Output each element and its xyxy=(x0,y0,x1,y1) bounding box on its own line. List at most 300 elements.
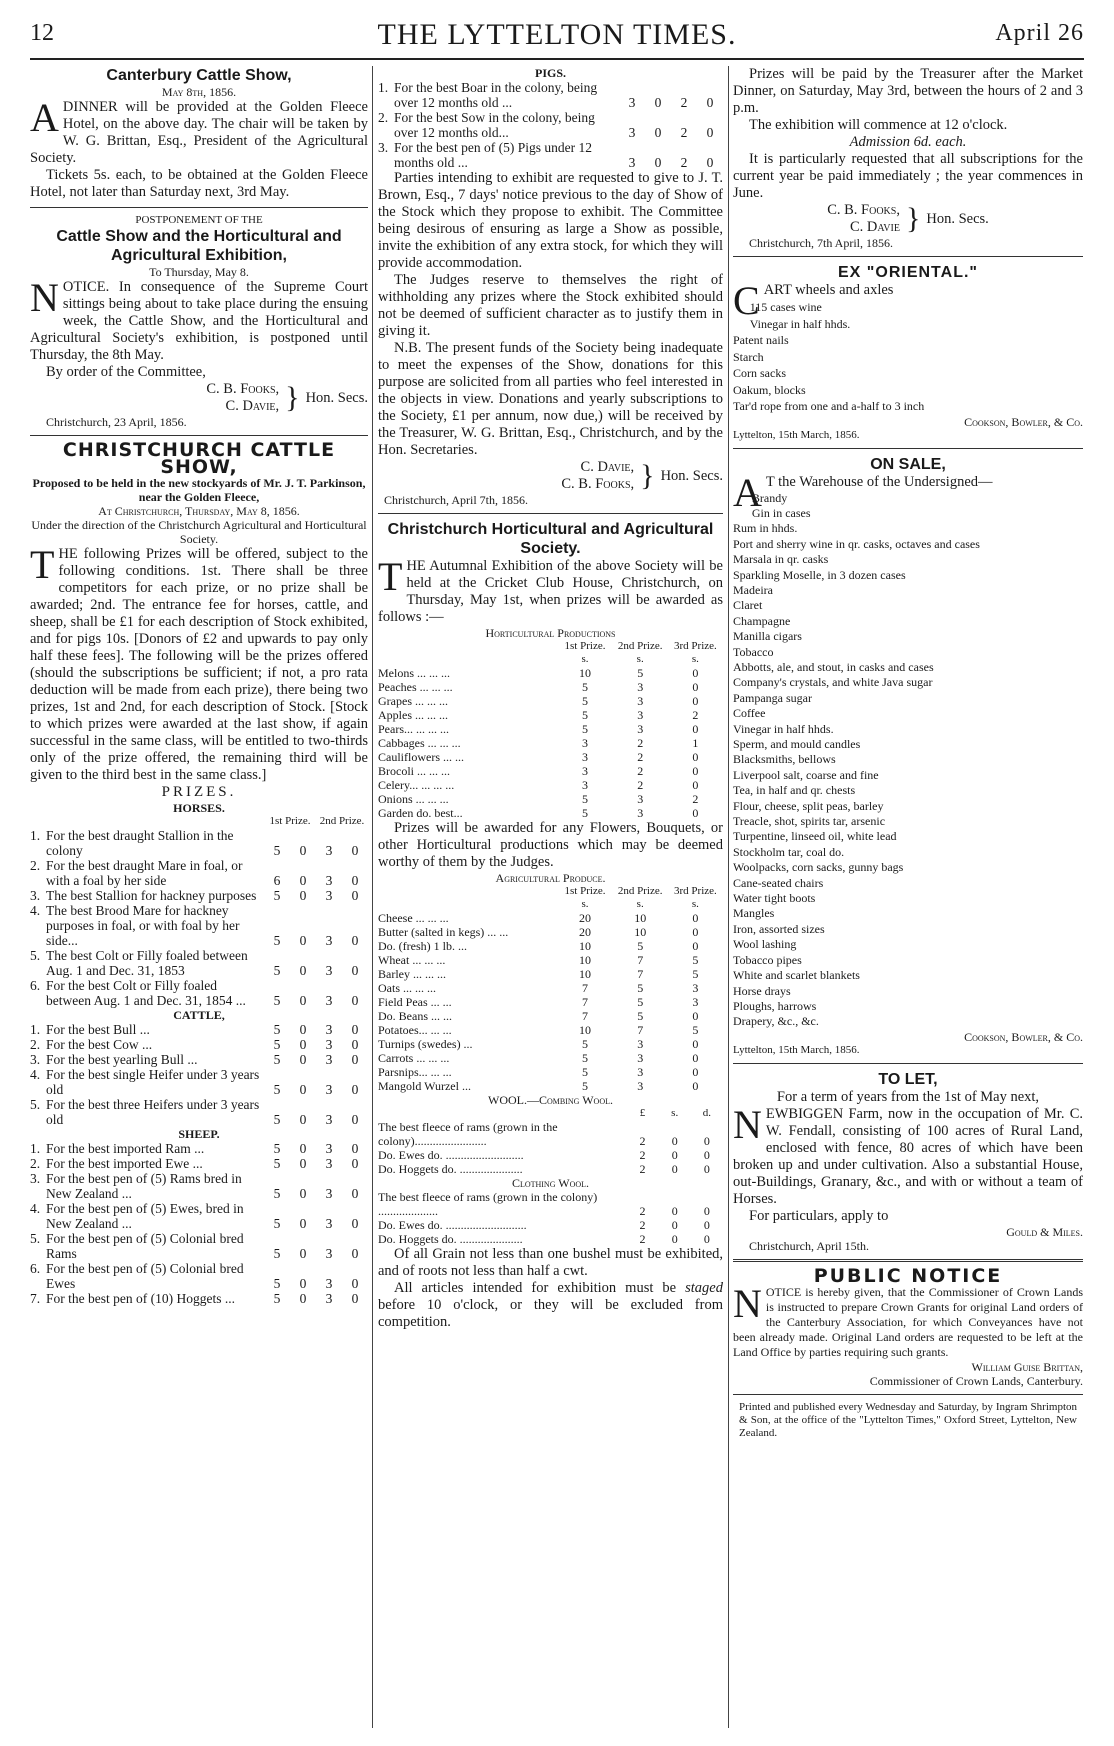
prize-amount: 0 xyxy=(351,1052,359,1067)
prize-amount: 7 xyxy=(581,995,588,1009)
prize-amount: 0 xyxy=(351,1291,359,1306)
list-item: Vinegar in half hhds. xyxy=(733,721,834,736)
item-number: 6. xyxy=(30,978,41,993)
ad-term: For a term of years from the 1st of May next, xyxy=(776,1088,1040,1105)
table-row xyxy=(30,1231,368,1261)
prize-amount: 0 xyxy=(299,963,307,978)
prize-amount: 3 xyxy=(637,1065,644,1079)
column-divider xyxy=(728,66,729,1728)
prize-amount: 0 xyxy=(671,1162,678,1176)
prize-amount: 0 xyxy=(299,873,307,888)
table-body xyxy=(30,1022,368,1127)
ad-signature: Gould & Miles. xyxy=(1006,1224,1083,1239)
prize-amount: 3 xyxy=(637,1079,644,1093)
item-list xyxy=(733,491,1083,1030)
prize-amount: 5 xyxy=(273,1186,281,1201)
paragraph: It is particularly requested that all subscriptions for the current year be paid immediately ; the year commences in June. xyxy=(733,151,1083,201)
prize-amount: 0 xyxy=(671,1148,678,1162)
list-item: Manilla cigars xyxy=(733,629,802,644)
column-header: 3rd Prize. xyxy=(674,640,717,652)
prize-amount: 1 xyxy=(692,736,699,750)
item-description: Cabbages ... ... ... xyxy=(378,736,461,750)
prize-amount: 3 xyxy=(637,708,644,722)
prize-amount: 2 xyxy=(637,736,644,750)
prize-amount: 3 xyxy=(637,694,644,708)
item-number: 3. xyxy=(30,1171,41,1186)
prize-amount: 5 xyxy=(581,708,588,722)
place-date: Christchurch, 7th April, 1856. xyxy=(749,236,893,250)
list-item: 115 cases wine xyxy=(749,300,822,314)
table-row xyxy=(378,939,723,953)
item-description: For the best pen of (5) Colonial bred Ewes xyxy=(46,1261,244,1291)
ad-date: At Christchurch, Thursday, May 8, 1856. xyxy=(98,504,300,518)
paragraph: The Judges reserve to themselves the right of withholding any prizes where the Stock exhibited should not be deemed of sufficient character as to justify them in giving it. xyxy=(378,272,723,339)
prize-amount: 0 xyxy=(692,806,699,820)
notice-heading: PUBLIC NOTICE xyxy=(813,1264,1003,1287)
list-item: Tea, in half and qr. chests xyxy=(733,783,856,798)
prize-amount: 5 xyxy=(581,806,588,820)
prize-amount: 20 xyxy=(578,911,591,925)
prize-amount: 3 xyxy=(325,1216,333,1231)
item-description: For the best Colt or Filly foaled between Aug. 1 and Dec. 31, 1854 ... xyxy=(46,978,246,1008)
item-list xyxy=(733,299,1083,415)
prize-amount: 0 xyxy=(351,873,359,888)
prize-amount: 5 xyxy=(273,963,281,978)
prize-amount: 20 xyxy=(578,925,591,939)
table-row xyxy=(378,1232,723,1246)
prize-amount: 3 xyxy=(325,873,333,888)
ad-subheading: Proposed to be held in the new stockyards of Mr. J. T. Parkinson, near the Golden Fleece, xyxy=(32,476,366,504)
prize-amount: 3 xyxy=(581,764,588,778)
horses-prize-table xyxy=(30,815,368,1008)
column-1 xyxy=(30,66,368,1306)
table-row xyxy=(378,1120,723,1148)
item-description: Onions ... ... ... xyxy=(378,792,449,806)
page-number: 12 xyxy=(30,20,54,46)
prize-amount: 5 xyxy=(273,993,281,1008)
item-number: 2. xyxy=(378,110,389,125)
paragraph: The exhibition will commence at 12 o'clock. xyxy=(749,117,1008,133)
paragraph: Prizes will be awarded for any Flowers, Bouquets, or other Horticultural productions which may be deemed worthy of them by the Judges. xyxy=(378,820,723,870)
prize-amount: 2 xyxy=(680,95,688,110)
column-header: 3rd Prize. xyxy=(674,885,717,897)
table-row xyxy=(378,778,723,792)
notice-role: Commissioner of Crown Lands, Canterbury. xyxy=(869,1373,1083,1388)
item-description: Do. Beans ... ... xyxy=(378,1009,452,1023)
prize-amount: 0 xyxy=(351,993,359,1008)
masthead xyxy=(30,18,1084,60)
table-row xyxy=(30,828,368,858)
list-item: Horse drays xyxy=(733,983,791,998)
prize-amount: 0 xyxy=(703,1232,710,1246)
item-number: 4. xyxy=(30,1201,41,1216)
signature: C. B. Fooks, xyxy=(561,476,635,492)
ad-body: EWBIGGEN Farm, now in the occupation of Mr. C. W. Fendall, consisting of 100 acres of Rural Land, enclosed with fence, 80 acres of which have been broken up and under cultivation. Also a substantial House, out-Buildings, Granary, &c., and with or without a team of Horses. xyxy=(733,1105,1083,1207)
prize-amount: 5 xyxy=(581,1065,588,1079)
clothing-wool-table xyxy=(378,1190,723,1246)
item-description: Mangold Wurzel ... xyxy=(378,1079,471,1093)
table-row xyxy=(30,1141,368,1156)
table-body xyxy=(378,666,723,820)
table-title: Clothing Wool. xyxy=(511,1176,590,1190)
item-description: Wheat ... ... ... xyxy=(378,953,446,967)
table-row xyxy=(378,722,723,736)
drop-cap: N xyxy=(733,1280,762,1326)
prize-amount: 0 xyxy=(692,1037,699,1051)
item-description: Do. Ewes do. ........................... xyxy=(378,1218,527,1232)
unit-label: s. xyxy=(581,898,589,910)
list-item: Treacle, shot, spirits tar, arsenic xyxy=(733,814,886,829)
table-row xyxy=(30,1022,368,1037)
item-number: 6. xyxy=(30,1261,41,1276)
item-number: 3. xyxy=(30,888,41,903)
item-number: 1. xyxy=(30,1141,41,1156)
prize-amount: 10 xyxy=(634,911,647,925)
table-row xyxy=(378,708,723,722)
prize-amount: 0 xyxy=(703,1204,710,1218)
item-description: Field Peas ... ... xyxy=(378,995,452,1009)
prize-amount: 0 xyxy=(299,1156,307,1171)
item-description: Pears... ... ... ... xyxy=(378,722,449,736)
list-item: Sparkling Moselle, in 3 dozen cases xyxy=(733,567,906,582)
prize-amount: 0 xyxy=(692,939,699,953)
table-body xyxy=(378,80,723,170)
prize-amount: 7 xyxy=(637,953,644,967)
prize-amount: 0 xyxy=(351,888,359,903)
item-number: 5. xyxy=(30,948,41,963)
ad-heading: TO LET, xyxy=(878,1070,938,1088)
prize-amount: 5 xyxy=(637,981,644,995)
ad-heading: ON SALE, xyxy=(870,455,946,473)
signature: C. Davie, xyxy=(225,398,280,414)
notice-body: OTICE is hereby given, that the Commissioner of Crown Lands is instructed to prepare Crown Grants for original Land orders of the Canterbury Association, for which Conveyances have not been already made. Original Land orders are requested to be left at the Land Office by parties requiring such grants. xyxy=(733,1284,1083,1359)
prize-amount: 3 xyxy=(637,680,644,694)
prize-amount: 10 xyxy=(578,1023,591,1037)
table-header xyxy=(378,1107,723,1120)
prize-amount: 5 xyxy=(637,939,644,953)
item-description: Do. Ewes do. .......................... xyxy=(378,1148,524,1162)
item-number: 1. xyxy=(30,1022,41,1037)
prize-amount: 3 xyxy=(325,843,333,858)
item-description: Turnips (swedes) ... xyxy=(378,1037,473,1051)
list-item: Port and sherry wine in qr. casks, octaves and cases xyxy=(733,536,980,551)
prize-amount: 5 xyxy=(273,1022,281,1037)
prize-amount: 0 xyxy=(671,1204,678,1218)
signature: C. B. Fooks, xyxy=(827,202,900,218)
prize-amount: 5 xyxy=(273,1052,281,1067)
section-intro: HE Autumnal Exhibition of the above Society will be held at the Cricket Club House, Christchurch, on Thursday, May 1st, when prizes will be awarded as follows :— xyxy=(378,558,723,625)
table-row xyxy=(378,694,723,708)
item-number: 2. xyxy=(30,1037,41,1052)
notice-date: To Thursday, May 8. xyxy=(149,265,249,279)
prizes-heading: PRIZES. xyxy=(161,784,237,800)
prize-amount: 2 xyxy=(639,1218,646,1232)
prize-amount: 0 xyxy=(351,1141,359,1156)
item-description: For the best draught Mare in foal, or with a foal by her side xyxy=(46,858,243,888)
prize-amount: 3 xyxy=(325,1186,333,1201)
prize-amount: 5 xyxy=(273,1141,281,1156)
prize-amount: 10 xyxy=(578,953,591,967)
item-number: 2. xyxy=(30,858,41,873)
divider xyxy=(378,513,723,514)
prize-amount: 5 xyxy=(273,1216,281,1231)
table-row xyxy=(378,911,723,925)
prize-amount: 2 xyxy=(637,750,644,764)
prize-amount: 0 xyxy=(299,1141,307,1156)
list-item: Blacksmiths, bellows xyxy=(733,752,836,767)
oriental-ad xyxy=(733,263,1083,442)
prize-amount: 5 xyxy=(637,666,644,680)
item-number: 4. xyxy=(30,1067,41,1082)
paragraph: Prizes will be paid by the Treasurer after the Market Dinner, on Saturday, May 3rd, between the hours of 2 and 3 p.m. xyxy=(733,66,1083,116)
sheep-prize-table xyxy=(30,1141,368,1306)
wool-prize-table xyxy=(378,1107,723,1176)
divider xyxy=(733,1394,1083,1395)
table-row xyxy=(30,948,368,978)
column-header: d. xyxy=(702,1107,712,1119)
signature: C. Davie xyxy=(849,219,900,235)
item-description: Celery... ... ... ... xyxy=(378,778,455,792)
unit-label: s. xyxy=(691,653,699,665)
prize-amount: 0 xyxy=(351,1082,359,1097)
prize-amount: 3 xyxy=(325,1037,333,1052)
prize-amount: 3 xyxy=(637,792,644,806)
item-number: 4. xyxy=(30,903,41,918)
item-description: Grapes ... ... ... xyxy=(378,694,448,708)
list-item: Gin in cases xyxy=(751,505,811,520)
paragraph xyxy=(378,1280,723,1331)
cattle-show-ad xyxy=(30,439,368,1306)
signature-block xyxy=(733,202,1083,236)
prize-amount: 3 xyxy=(325,963,333,978)
divider xyxy=(30,435,368,436)
item-description: Cauliflowers ... ... xyxy=(378,750,464,764)
drop-cap: C xyxy=(733,278,760,323)
drop-cap: T xyxy=(378,554,403,599)
prize-amount: 3 xyxy=(325,1022,333,1037)
item-number: 1. xyxy=(378,80,389,95)
ad-signature: Cookson, Bowler, & Co. xyxy=(964,414,1083,429)
drop-cap: N xyxy=(30,275,59,320)
prize-amount: 0 xyxy=(692,778,699,792)
table-row xyxy=(378,140,723,170)
table-row xyxy=(378,1079,723,1093)
table-row xyxy=(30,1261,368,1291)
table-row xyxy=(30,1067,368,1097)
item-description: For the best Boar in the colony, being over 12 months old ... xyxy=(394,80,598,110)
table-row xyxy=(30,1156,368,1171)
drop-cap: T xyxy=(30,542,55,587)
first-item: ART wheels and axles xyxy=(763,282,894,298)
prize-amount: 0 xyxy=(692,1051,699,1065)
item-number: 5. xyxy=(30,1097,41,1112)
prize-amount: 3 xyxy=(692,981,699,995)
item-description: Apples ... ... ... xyxy=(378,708,448,722)
column-header: 2nd Prize. xyxy=(617,885,663,897)
item-description: For the best Cow ... xyxy=(46,1037,153,1052)
table-row xyxy=(30,1037,368,1052)
signature: C. Davie, xyxy=(580,459,635,475)
prize-amount: 0 xyxy=(692,722,699,736)
cattle-prize-table xyxy=(30,1022,368,1127)
item-description: Melons ... ... ... xyxy=(378,666,450,680)
prize-amount: 5 xyxy=(273,1037,281,1052)
first-item: T the Warehouse of the Undersigned— xyxy=(765,473,993,490)
prize-amount: 7 xyxy=(581,981,588,995)
prize-amount: 0 xyxy=(671,1232,678,1246)
item-description: Brocoli ... ... ... xyxy=(378,764,450,778)
table-row xyxy=(378,1218,723,1232)
item-description: Parsnips... ... ... xyxy=(378,1065,452,1079)
list-item: Tobacco xyxy=(733,644,774,659)
prize-amount: 2 xyxy=(637,764,644,778)
prize-amount: 5 xyxy=(692,953,699,967)
column-divider xyxy=(372,66,373,1728)
notice-kicker: POSTPONEMENT OF THE xyxy=(135,214,263,226)
prize-amount: 0 xyxy=(351,1022,359,1037)
item-description: For the best pen of (5) Colonial bred Rams xyxy=(46,1231,244,1261)
ad-heading: Canterbury Cattle Show, xyxy=(106,67,292,84)
column-header: 1st Prize. xyxy=(269,815,311,827)
item-description: Garden do. best... xyxy=(378,806,463,820)
table-title: WOOL.—Combing Wool. xyxy=(488,1093,613,1107)
prize-amount: 0 xyxy=(671,1134,678,1148)
prize-amount: 6 xyxy=(273,873,281,888)
signature-role: Hon. Secs. xyxy=(926,210,989,227)
table-title: Agricultural Produce. xyxy=(495,871,606,885)
table-body xyxy=(30,1141,368,1306)
prize-amount: 5 xyxy=(581,1079,588,1093)
prize-amount: 0 xyxy=(351,1276,359,1291)
item-description: For the best Bull ... xyxy=(46,1022,150,1037)
divider xyxy=(733,256,1083,257)
notice-order: By order of the Committee, xyxy=(46,364,206,380)
table-row xyxy=(378,1009,723,1023)
prize-amount: 3 xyxy=(325,993,333,1008)
item-description: The best fleece of rams (grown in the colony)........................ xyxy=(378,1120,558,1148)
list-item: Abbotts, ale, and stout, in casks and cases xyxy=(733,659,934,674)
prize-amount: 2 xyxy=(639,1148,646,1162)
column-header: 2nd Prize. xyxy=(617,640,663,652)
prize-amount: 2 xyxy=(639,1134,646,1148)
list-item: Iron, assorted sizes xyxy=(733,921,825,936)
brace-glyph: } xyxy=(640,459,655,492)
prize-amount: 7 xyxy=(581,1009,588,1023)
admission-price: Admission 6d. each. xyxy=(849,134,967,150)
table-row xyxy=(378,1162,723,1176)
prize-amount: 0 xyxy=(692,694,699,708)
paragraph: Of all Grain not less than one bushel must be exhibited, and of roots not less than half a cwt. xyxy=(378,1246,723,1279)
prize-amount: 3 xyxy=(628,125,636,140)
table-row xyxy=(378,666,723,680)
prize-amount: 3 xyxy=(581,750,588,764)
ad-date: Lyttelton, 15th March, 1856. xyxy=(733,428,860,441)
pigs-heading: PIGS. xyxy=(534,66,566,80)
item-description: The best Stallion for hackney purposes xyxy=(46,888,257,903)
prize-amount: 7 xyxy=(637,967,644,981)
prize-amount: 0 xyxy=(654,155,662,170)
table-row xyxy=(378,792,723,806)
prize-amount: 3 xyxy=(325,888,333,903)
table-body xyxy=(378,1120,723,1176)
item-description: Do. Hoggets do. ..................... xyxy=(378,1232,523,1246)
ad-date: May 8th, 1856. xyxy=(161,85,237,99)
prize-amount: 5 xyxy=(581,722,588,736)
pigs-prize-table xyxy=(378,80,723,170)
ad-apply: For particulars, apply to xyxy=(749,1207,889,1224)
newspaper-title: THE LYTTELTON TIMES. xyxy=(377,18,737,51)
list-item: Drapery, &c., &c. xyxy=(733,1014,819,1029)
list-item: Wool lashing xyxy=(733,937,797,952)
prize-amount: 2 xyxy=(680,155,688,170)
prize-amount: 0 xyxy=(703,1148,710,1162)
list-item: Stockholm tar, coal do. xyxy=(733,844,845,859)
item-number: 7. xyxy=(30,1291,41,1306)
prize-amount: 5 xyxy=(637,1009,644,1023)
prize-amount: 3 xyxy=(637,1037,644,1051)
prize-amount: 0 xyxy=(692,1079,699,1093)
table-row xyxy=(378,925,723,939)
item-description: For the best pen of (5) Pigs under 12 months old ... xyxy=(394,140,592,170)
prize-amount: 0 xyxy=(351,963,359,978)
column-header: 1st Prize. xyxy=(564,640,606,652)
prize-amount: 0 xyxy=(351,1246,359,1261)
ad-body: HE following Prizes will be offered, subject to the following conditions. 1st. There shall be three competitors for each prize, or no prize shall be awarded; 2nd. The entrance fee for horses, cattle, and sheep, shall be £1 for each description of Stock exhibited, and for pigs 10s. [Donors of £2 and upwards to pay only half these fees]. The following will be the prizes offered (should the subscriptions be sufficient; if not, a pro rata deduction will be made from each prize), there being two prizes, 1st and 2nd, for each description of Stock. [Stock to which prizes were awarded at the last show, if again successful in the same class, will be entitled to two-thirds only of the prize offered, the remaining third will be given to the third best in the same class.] xyxy=(30,546,368,783)
table-row xyxy=(378,1037,723,1051)
item-number: 5. xyxy=(30,1231,41,1246)
divider xyxy=(30,207,368,208)
prize-amount: 0 xyxy=(692,680,699,694)
item-description: For the best imported Ewe ... xyxy=(46,1156,203,1171)
prize-amount: 0 xyxy=(351,843,359,858)
column-header: 1st Prize. xyxy=(564,885,606,897)
item-description: Potatoes... ... ... xyxy=(378,1023,452,1037)
brace-glyph: } xyxy=(905,202,921,235)
table-row xyxy=(378,80,723,110)
notice-body: OTICE. In consequence of the Supreme Court sittings being about to take place during the ensuing week, the Cattle Show, and the Horticultural and Agricultural Society's exhibition, is postponed until Thursday, the 8th May. xyxy=(30,279,368,363)
prize-amount: 5 xyxy=(692,967,699,981)
prize-amount: 0 xyxy=(299,933,307,948)
divider xyxy=(733,1063,1083,1064)
prize-amount: 5 xyxy=(581,1051,588,1065)
column-header: 2nd Prize. xyxy=(319,815,365,827)
table-row xyxy=(30,1097,368,1127)
list-item: Marsala in qr. casks xyxy=(733,552,829,567)
prize-amount: 0 xyxy=(299,1216,307,1231)
prize-amount: 0 xyxy=(671,1218,678,1232)
prize-amount: 2 xyxy=(637,778,644,792)
table-body xyxy=(378,911,723,1093)
list-item: Liverpool salt, coarse and fine xyxy=(733,767,879,782)
list-item: Vinegar in half hhds. xyxy=(749,316,851,331)
emphasis: staged xyxy=(685,1280,723,1296)
prize-amount: 3 xyxy=(581,736,588,750)
cattle-heading: CATTLE, xyxy=(173,1008,225,1022)
prize-amount: 0 xyxy=(703,1162,710,1176)
item-description: For the best pen of (10) Hoggets ... xyxy=(46,1291,235,1306)
item-description: For the best yearling Bull ... xyxy=(46,1052,198,1067)
column-3 xyxy=(733,66,1083,1440)
prize-amount: 3 xyxy=(325,1156,333,1171)
list-item: Brandy xyxy=(751,490,788,505)
ad-heading: CHRISTCHURCH CATTLE SHOW, xyxy=(62,439,336,478)
table-row xyxy=(30,903,368,948)
prize-amount: 0 xyxy=(299,1186,307,1201)
brace-glyph: } xyxy=(285,381,300,414)
table-row xyxy=(30,1171,368,1201)
list-item: Champagne xyxy=(733,613,791,628)
prize-amount: 5 xyxy=(273,843,281,858)
